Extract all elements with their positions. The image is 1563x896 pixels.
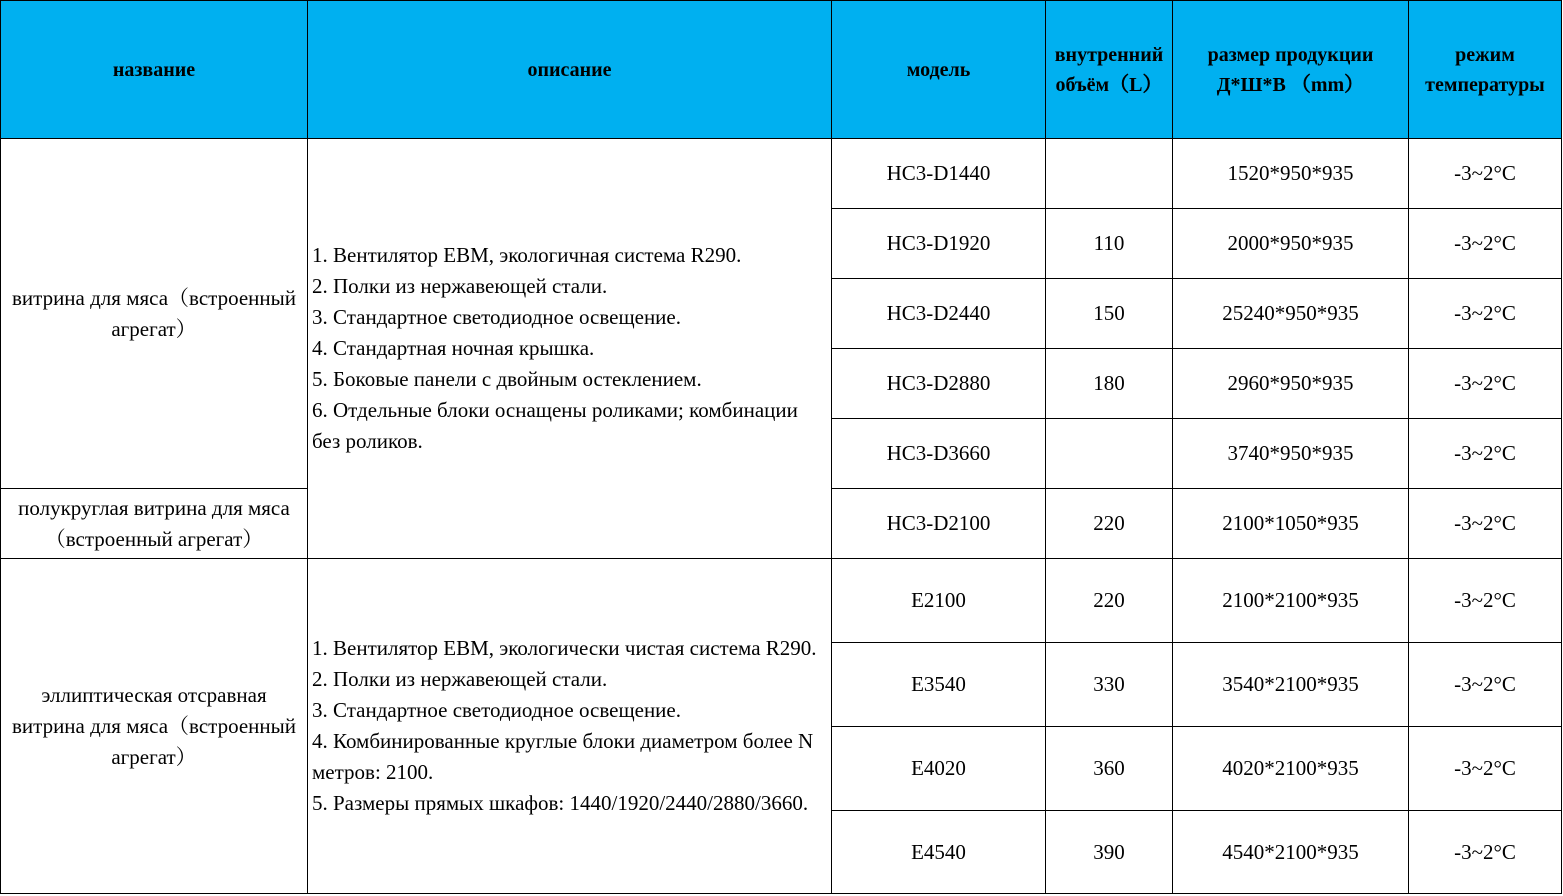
description-line: 5. Размеры прямых шкафов: 1440/1920/2440/2880/3660. [312,791,809,815]
volume-cell: 110 [1046,209,1173,279]
model-cell: E4020 [832,727,1046,811]
model-cell: HC3-D1440 [832,139,1046,209]
product-name-cell: витрина для мяса（встроенный агрегат） [1,139,308,489]
temperature-cell: -3~2°C [1409,209,1562,279]
description-line: 6. Отдельные блоки оснащены роликами; комбинации без роликов. [312,398,798,453]
header-model: модель [832,1,1046,139]
model-cell: HC3-D1920 [832,209,1046,279]
volume-cell: 220 [1046,489,1173,559]
description-cell [308,139,832,559]
size-cell: 4540*2100*935 [1173,811,1409,894]
temperature-cell: -3~2°C [1409,279,1562,349]
product-name-cell: эллиптическая отсравная витрина для мяса（встроенный агрегат） [1,559,308,894]
size-cell: 3740*950*935 [1173,419,1409,489]
description-line: 2. Полки из нержавеющей стали. [312,667,608,691]
description-line: 3. Стандартное светодиодное освещение. [312,698,681,722]
volume-cell: 150 [1046,279,1173,349]
description-line: 1. Вентилятор EBM, экологически чистая система R290. [312,636,817,660]
volume-cell [1046,139,1173,209]
size-cell: 2000*950*935 [1173,209,1409,279]
size-cell: 2100*2100*935 [1173,559,1409,643]
model-cell: HC3-D3660 [832,419,1046,489]
volume-cell: 180 [1046,349,1173,419]
header-name: название [1,1,308,139]
description-line: 4. Стандартная ночная крышка. [312,336,595,360]
size-cell: 2100*1050*935 [1173,489,1409,559]
header-description: описание [308,1,832,139]
temperature-cell: -3~2°C [1409,489,1562,559]
header-size: размер продукции Д*Ш*В （mm） [1173,1,1409,139]
model-cell: HC3-D2880 [832,349,1046,419]
temperature-cell: -3~2°C [1409,349,1562,419]
temperature-cell: -3~2°C [1409,559,1562,643]
temperature-cell: -3~2°C [1409,419,1562,489]
product-name-cell: полукруглая витрина для мяса（встроенный агрегат） [1,489,308,559]
size-cell: 4020*2100*935 [1173,727,1409,811]
model-cell: HC3-D2440 [832,279,1046,349]
description-line: 5. Боковые панели с двойным остеклением. [312,367,702,391]
model-cell: E3540 [832,643,1046,727]
header-volume: внутренний объём（L） [1046,1,1173,139]
temperature-cell: -3~2°C [1409,139,1562,209]
description-line: 3. Стандартное светодиодное освещение. [312,305,681,329]
size-cell: 1520*950*935 [1173,139,1409,209]
description-line: 1. Вентилятор EBM, экологичная система R290. [312,243,742,267]
model-cell: E4540 [832,811,1046,894]
table-row [1,139,1562,209]
description-line: 4. Комбинированные круглые блоки диаметром более N метров: 2100. [312,729,814,784]
size-cell: 25240*950*935 [1173,279,1409,349]
temperature-cell: -3~2°C [1409,811,1562,894]
volume-cell: 390 [1046,811,1173,894]
volume-cell: 360 [1046,727,1173,811]
temperature-cell: -3~2°C [1409,727,1562,811]
description-line: 2. Полки из нержавеющей стали. [312,274,608,298]
table-row [1,559,1562,643]
model-cell: E2100 [832,559,1046,643]
volume-cell: 330 [1046,643,1173,727]
model-cell: HC3-D2100 [832,489,1046,559]
header-row [1,1,1562,139]
volume-cell [1046,419,1173,489]
temperature-cell: -3~2°C [1409,643,1562,727]
header-temperature: режим температуры [1409,1,1562,139]
volume-cell: 220 [1046,559,1173,643]
size-cell: 2960*950*935 [1173,349,1409,419]
description-cell [308,559,832,894]
size-cell: 3540*2100*935 [1173,643,1409,727]
